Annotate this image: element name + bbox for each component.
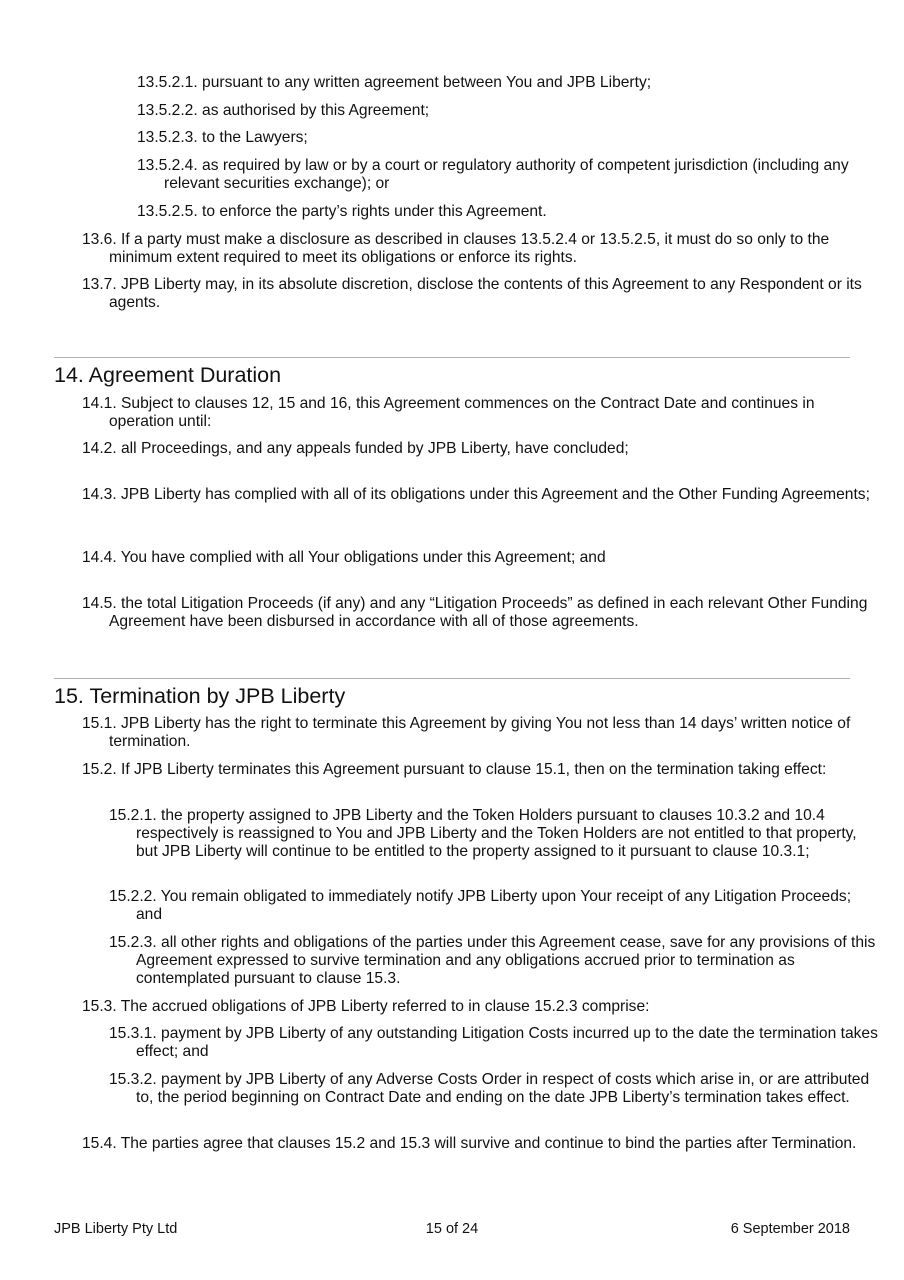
- clause-13-6: 13.6. If a party must make a disclosure as described in clauses 13.5.2.4 or 13.5.2.5, it must do so only to the minimum extent required to meet its obligations or enforce its rights.: [82, 231, 830, 266]
- clause-15-2-2: 15.2.2. You remain obligated to immediately notify JPB Liberty upon Your receipt of any Litigation Proceeds; and: [109, 888, 852, 923]
- section-15-heading: 15. Termination by JPB Liberty: [54, 684, 346, 708]
- clause-14-3: 14.3. JPB Liberty has complied with all of its obligations under this Agreement and the Other Funding Agreements;: [82, 486, 870, 503]
- clause-15-1: 15.1. JPB Liberty has the right to terminate this Agreement by giving You not less than 14 days’ written notice of termination.: [82, 715, 851, 750]
- clause-13-7: 13.7. JPB Liberty may, in its absolute discretion, disclose the contents of this Agreement to any Respondent or its agents.: [82, 276, 862, 311]
- clause-15-2-3: 15.2.3. all other rights and obligations of the parties under this Agreement cease, save for any provisions of this Agreement expressed to survive termination and any obligations accrued prior to termination as contemplated pursuant to clause 15.3.: [109, 934, 876, 987]
- section-divider: [54, 357, 850, 358]
- clause-15-3-1: 15.3.1. payment by JPB Liberty of any outstanding Litigation Costs incurred up to the date the termination takes effect; and: [109, 1025, 878, 1060]
- clause-15-2-1: 15.2.1. the property assigned to JPB Liberty and the Token Holders pursuant to clauses 10.3.2 and 10.4 respectively is reassigned to You and JPB Liberty and the Token Holders are not entitled to that property, but JPB Liberty will continue to be entitled to the property assigned to it pursuant to clause 10.3.1;: [109, 807, 857, 860]
- clause-14-2: 14.2. all Proceedings, and any appeals funded by JPB Liberty, have concluded;: [82, 440, 629, 457]
- clause-13-5-2-1: 13.5.2.1. pursuant to any written agreement between You and JPB Liberty;: [137, 74, 652, 91]
- clause-13-5-2-3: 13.5.2.3. to the Lawyers;: [137, 129, 308, 146]
- clause-14-5: 14.5. the total Litigation Proceeds (if any) and any “Litigation Proceeds” as defined in each relevant Other Funding Agreement have been disbursed in accordance with all of those agreements.: [82, 595, 868, 630]
- clause-15-3: 15.3. The accrued obligations of JPB Liberty referred to in clause 15.2.3 comprise:: [82, 998, 650, 1015]
- clause-15-2: 15.2. If JPB Liberty terminates this Agreement pursuant to clause 15.1, then on the termination taking effect:: [82, 761, 827, 778]
- footer-page-number: 15 of 24: [425, 1221, 479, 1237]
- clause-13-5-2-2: 13.5.2.2. as authorised by this Agreement;: [137, 102, 430, 119]
- clause-15-3-2: 15.3.2. payment by JPB Liberty of any Adverse Costs Order in respect of costs which arise in, or are attributed to, the period beginning on Contract Date and ending on the date JPB Liberty’s termination takes effect.: [109, 1071, 870, 1106]
- clause-13-5-2-5: 13.5.2.5. to enforce the party’s rights under this Agreement.: [137, 203, 547, 220]
- clause-14-1: 14.1. Subject to clauses 12, 15 and 16, this Agreement commences on the Contract Date and continues in operation until:: [82, 395, 815, 430]
- section-14-heading: 14. Agreement Duration: [54, 363, 282, 387]
- footer-company: JPB Liberty Pty Ltd: [54, 1221, 178, 1237]
- clause-14-4: 14.4. You have complied with all Your obligations under this Agreement; and: [82, 549, 606, 566]
- clause-15-4: 15.4. The parties agree that clauses 15.2 and 15.3 will survive and continue to bind the parties after Termination.: [82, 1135, 857, 1152]
- clause-13-5-2-4: 13.5.2.4. as required by law or by a court or regulatory authority of competent jurisdiction (including any relevant securities exchange); or: [137, 157, 849, 192]
- section-divider: [54, 678, 850, 679]
- footer-date: 6 September 2018: [730, 1221, 850, 1237]
